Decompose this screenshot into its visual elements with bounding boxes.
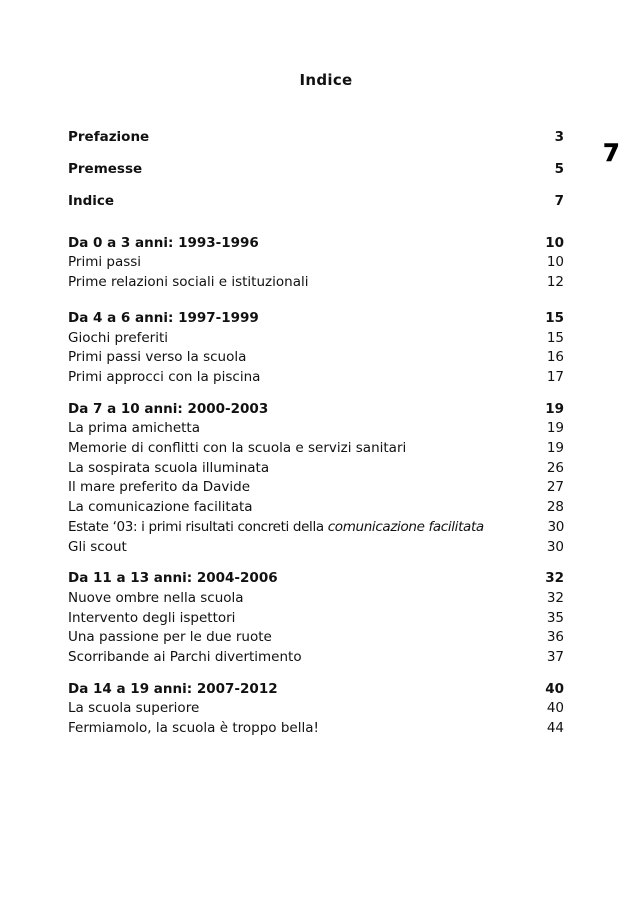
toc-entry-page: 19 [546, 440, 564, 457]
toc-entry-title: Premesse [68, 161, 143, 177]
toc-entry-page: 30 [547, 518, 564, 535]
toc-entry-title: La comunicazione facilitata [68, 499, 253, 516]
toc-entry-page: 15 [546, 329, 564, 346]
toc-entry-page: 30 [546, 538, 564, 555]
toc-chapter-heading [68, 680, 564, 700]
toc-entry [68, 628, 564, 648]
toc-entry-title: Primi passi verso la scuola [68, 349, 247, 366]
toc-entry-title: Fermiamolo, la scuola è troppo bella! [68, 720, 319, 737]
toc-entry-page: 19 [546, 420, 564, 437]
toc-entry-title: Prefazione [68, 129, 150, 145]
toc-entry [68, 538, 564, 558]
toc-entry-title: La prima amichetta [68, 420, 200, 437]
toc-entry-title: Giochi preferiti [68, 329, 169, 346]
toc-entry-page: 3 [554, 129, 564, 145]
toc-entry [68, 419, 564, 439]
toc-entry-page: 17 [546, 368, 564, 385]
chapter-page: 32 [545, 570, 564, 587]
toc-chapter-heading [68, 400, 564, 420]
toc-entry-page: 36 [546, 629, 564, 646]
toc-entry [68, 439, 564, 459]
toc-entry [68, 368, 564, 388]
toc-entry-title: Memorie di conflitti con la scuola e servizi sanitari [68, 440, 407, 457]
toc-chapter-heading [68, 569, 564, 589]
toc-entry [68, 498, 564, 518]
toc-chapter [68, 680, 564, 739]
toc-entry-title: Una passione per le due ruote [68, 629, 272, 646]
toc-entry-page: 35 [546, 609, 564, 626]
chapter-title: Da 7 a 10 anni: 2000-2003 [68, 400, 269, 417]
toc-entry [68, 348, 564, 368]
chapter-page: 15 [545, 309, 564, 326]
toc-entry-page: 44 [546, 720, 564, 737]
toc-chapter-heading [68, 234, 564, 254]
toc-entry-page: 37 [546, 649, 564, 666]
chapter-page: 40 [545, 680, 564, 697]
toc-entry-title: Indice [68, 193, 115, 209]
toc-entry-title: La scuola superiore [68, 700, 200, 717]
toc-entry-page: 28 [546, 499, 564, 516]
toc-entry [68, 253, 564, 273]
toc-entry-title: La sospirata scuola illuminata [68, 459, 270, 476]
toc-entry-page: 16 [546, 349, 564, 366]
toc-entry-page: 26 [546, 459, 564, 476]
toc-chapter [68, 569, 564, 668]
toc-entry [68, 459, 564, 479]
toc-entry-page: 10 [546, 254, 564, 271]
toc-entry-title: Gli scout [68, 538, 127, 555]
toc-entry-title-italic: comunicazione facilitata [327, 518, 484, 535]
page-title: Indice [299, 71, 353, 89]
toc-entry-page: 5 [554, 161, 564, 177]
toc-chapter-heading [68, 309, 564, 329]
toc-entry-title: Primi approcci con la piscina [68, 368, 261, 385]
toc-entry-title: Prime relazioni sociali e istituzionali [68, 274, 309, 291]
toc-entry [68, 609, 564, 629]
toc-entry-title: Intervento degli ispettori [68, 609, 236, 626]
toc-entry [68, 699, 564, 719]
toc-chapter [68, 309, 564, 388]
toc-entry-page: 7 [554, 193, 564, 209]
toc-front-row [68, 160, 564, 180]
toc-entry-title: Il mare preferito da Davide [68, 479, 251, 496]
chapter-title: Da 4 a 6 anni: 1997-1999 [68, 309, 259, 326]
toc-entry [68, 329, 564, 349]
toc-entry [68, 589, 564, 609]
toc-entry-title: Primi passi [68, 254, 142, 271]
toc-chapter [68, 400, 564, 558]
toc-front-row [68, 192, 564, 212]
toc-entry [68, 518, 564, 538]
page-number: 7 [603, 139, 620, 167]
chapter-page: 10 [545, 234, 564, 251]
toc-entry-title-regular: Estate ‘03: i primi risultati concreti della [68, 518, 328, 535]
toc-entry-title [68, 518, 534, 538]
toc-entry [68, 478, 564, 498]
chapter-title: Da 0 a 3 anni: 1993-1996 [68, 234, 259, 251]
toc-chapter [68, 234, 564, 293]
toc-front-row [68, 128, 564, 148]
toc-entry-title: Nuove ombre nella scuola [68, 589, 244, 606]
chapter-title: Da 11 a 13 anni: 2004-2006 [68, 570, 278, 587]
chapter-title: Da 14 a 19 anni: 2007-2012 [68, 680, 278, 697]
toc-entry-title: Scorribande ai Parchi divertimento [68, 649, 302, 666]
toc-entry-page: 40 [546, 700, 564, 717]
toc-entry [68, 273, 564, 293]
toc-entry-page: 12 [546, 274, 564, 291]
toc-entry-page: 32 [546, 589, 564, 606]
front-matter [68, 128, 564, 212]
toc-entry-page: 27 [546, 479, 564, 496]
toc-entry [68, 719, 564, 739]
chapter-page: 19 [545, 400, 564, 417]
toc-entry [68, 648, 564, 668]
table-of-contents [68, 128, 564, 739]
